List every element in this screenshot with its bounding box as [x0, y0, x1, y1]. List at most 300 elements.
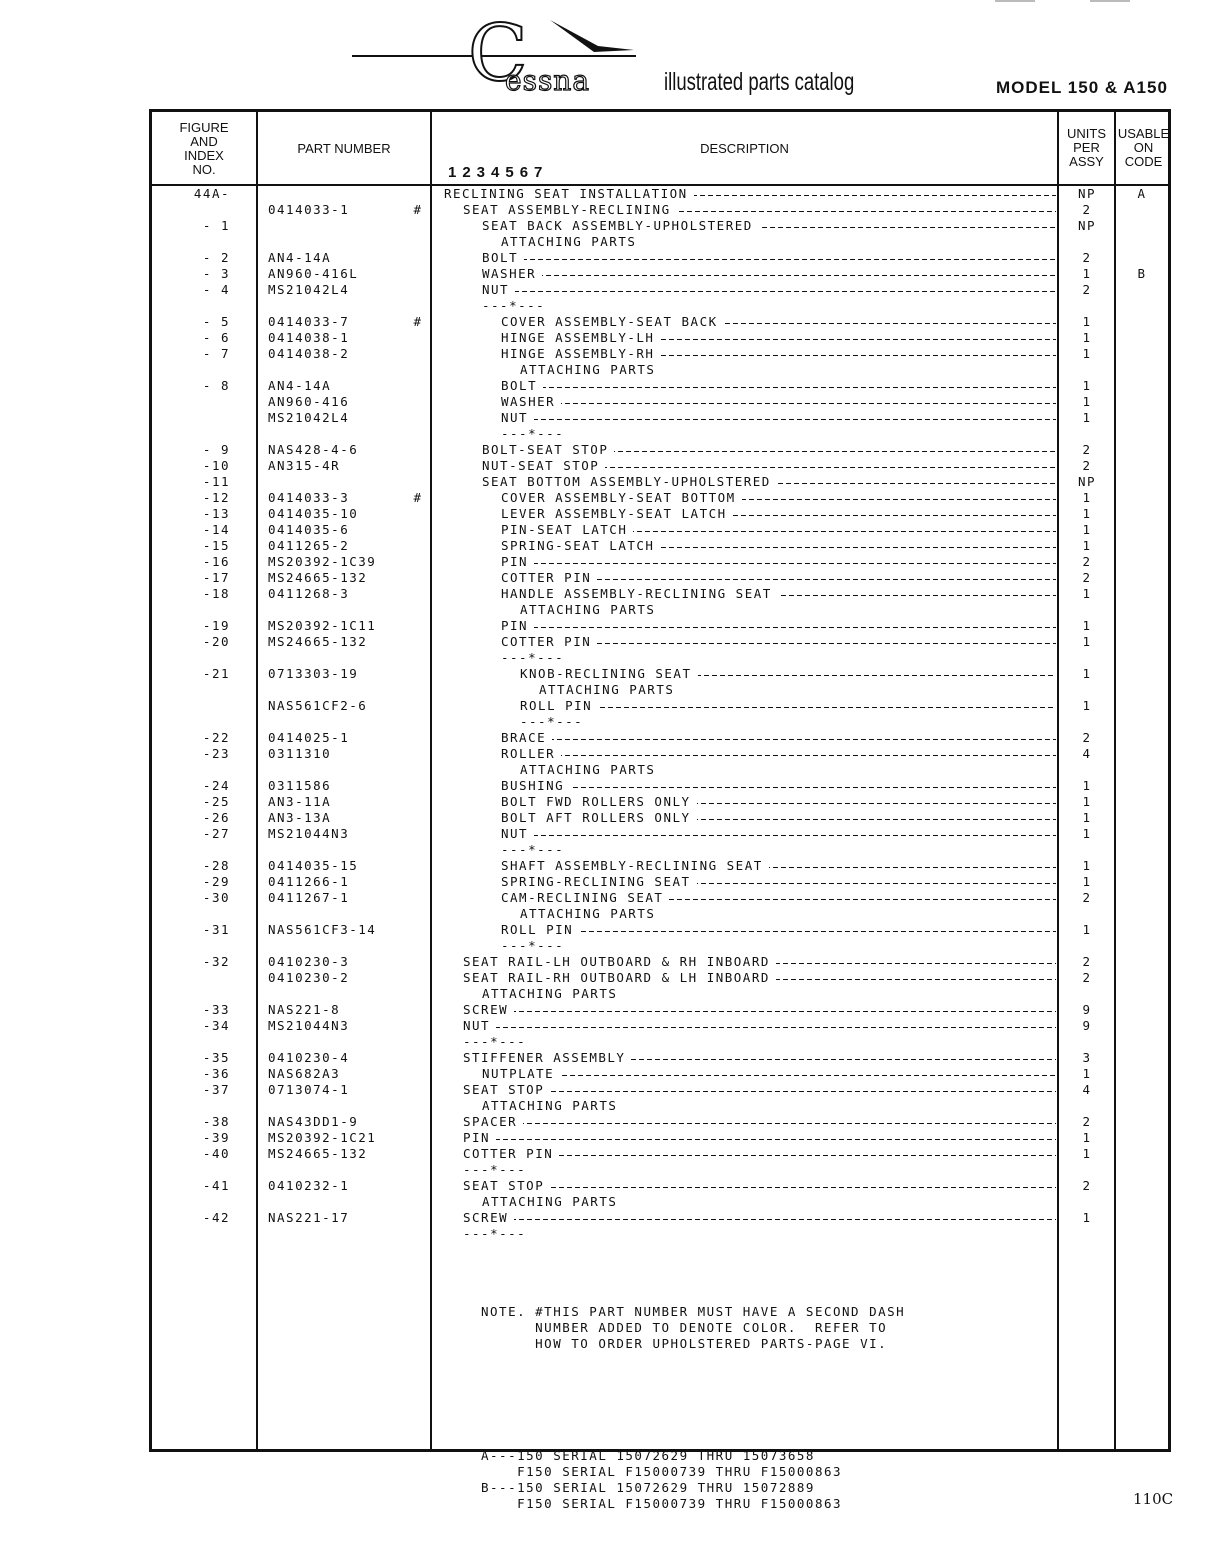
description	[520, 602, 1056, 618]
table-row	[0, 1130, 1212, 1146]
description-text: ATTACHING PARTS	[482, 1098, 623, 1113]
index-number: - 3	[202, 266, 230, 281]
table-row	[0, 842, 1212, 858]
table-row	[0, 986, 1212, 1002]
description	[501, 730, 1056, 746]
part-number: MS24665-132	[268, 634, 368, 649]
table-row	[0, 1082, 1212, 1098]
description-text: WASHER	[501, 394, 561, 409]
description	[501, 554, 1056, 570]
description	[463, 1050, 1056, 1066]
description-text: SEAT BOTTOM ASSEMBLY-UPHOLSTERED	[482, 474, 777, 489]
description-text: ---*---	[501, 426, 570, 441]
index-number: -24	[202, 778, 230, 793]
table-row	[0, 314, 1212, 330]
description-text: SEAT RAIL-RH OUTBOARD & LH INBOARD	[463, 970, 776, 985]
color-flag: #	[413, 490, 423, 505]
units-per-assy: 1	[1082, 922, 1092, 937]
description	[501, 826, 1056, 842]
description	[463, 1162, 1056, 1178]
table-row	[0, 762, 1212, 778]
units-per-assy: 1	[1082, 794, 1092, 809]
part-number: 0414033-3	[268, 490, 350, 505]
description	[501, 346, 1056, 362]
scan-mark	[995, 0, 1035, 2]
part-number: AN4-14A	[268, 378, 332, 393]
table-row	[0, 330, 1212, 346]
description-text: NUT	[501, 826, 534, 841]
description-text: HINGE ASSEMBLY-LH	[501, 330, 660, 345]
description	[482, 458, 1056, 474]
description	[482, 218, 1056, 234]
description	[520, 698, 1056, 714]
description-text: ---*---	[463, 1226, 532, 1241]
table-row	[0, 746, 1212, 762]
description	[501, 394, 1056, 410]
index-number: -19	[202, 618, 230, 633]
description-text: PIN	[501, 554, 534, 569]
units-per-assy: 1	[1082, 698, 1092, 713]
description-text: ATTACHING PARTS	[520, 906, 661, 921]
description	[482, 298, 1056, 314]
description-text: NUTPLATE	[482, 1066, 560, 1081]
table-row	[0, 1114, 1212, 1130]
description	[501, 522, 1056, 538]
units-per-assy: 1	[1082, 874, 1092, 889]
index-number: - 6	[202, 330, 230, 345]
description-text: ---*---	[501, 650, 570, 665]
description-text: ATTACHING PARTS	[501, 234, 642, 249]
table-row	[0, 218, 1212, 234]
units-per-assy: 1	[1082, 506, 1092, 521]
description-text: COTTER PIN	[463, 1146, 559, 1161]
table-row	[0, 1018, 1212, 1034]
part-number: 0713303-19	[268, 666, 359, 681]
logo-initial: C	[468, 9, 528, 99]
description	[463, 1082, 1056, 1098]
units-per-assy: 2	[1082, 250, 1092, 265]
description	[482, 986, 1056, 1002]
part-number: AN4-14A	[268, 250, 332, 265]
part-number: NAS561CF3-14	[268, 922, 377, 937]
description-text: ---*---	[501, 938, 570, 953]
table-row	[0, 874, 1212, 890]
index-number: -30	[202, 890, 230, 905]
description	[501, 330, 1056, 346]
index-number: -10	[202, 458, 230, 473]
description	[463, 1114, 1056, 1130]
description	[501, 938, 1056, 954]
description	[501, 586, 1056, 602]
table-row	[0, 1098, 1212, 1114]
description-text: SPRING-RECLINING SEAT	[501, 874, 697, 889]
description	[501, 378, 1056, 394]
part-number: 0411266-1	[268, 874, 350, 889]
table-row	[0, 362, 1212, 378]
index-number: -32	[202, 954, 230, 969]
table-row	[0, 826, 1212, 842]
table-row	[0, 1066, 1212, 1082]
description-text: RECLINING SEAT INSTALLATION	[444, 186, 694, 201]
table-row	[0, 394, 1212, 410]
index-number: - 1	[202, 218, 230, 233]
units-per-assy: 1	[1082, 1130, 1092, 1145]
table-row	[0, 266, 1212, 282]
col-header-units	[1059, 127, 1114, 169]
description-text: ---*---	[501, 842, 570, 857]
table-row	[0, 666, 1212, 682]
description-text: NUT-SEAT STOP	[482, 458, 605, 473]
index-number: -42	[202, 1210, 230, 1225]
part-number: 0410230-3	[268, 954, 350, 969]
logo-word: essna	[505, 64, 591, 97]
units-per-assy: 1	[1082, 1146, 1092, 1161]
part-number: NAS221-17	[268, 1210, 350, 1225]
table-row	[0, 1162, 1212, 1178]
table-row	[0, 202, 1212, 218]
usable-code: A	[1137, 186, 1147, 201]
description	[482, 474, 1056, 490]
description-text: SPACER	[463, 1114, 523, 1129]
description	[501, 746, 1056, 762]
table-row	[0, 1034, 1212, 1050]
col-header-line: FIGURE	[179, 120, 229, 135]
table-row	[0, 778, 1212, 794]
description-text: BOLT-SEAT STOP	[482, 442, 614, 457]
description	[482, 266, 1056, 282]
part-number: AN960-416	[268, 394, 350, 409]
index-number: -41	[202, 1178, 230, 1193]
part-number: AN315-4R	[268, 458, 341, 473]
units-per-assy: 4	[1082, 1082, 1092, 1097]
part-number: NAS43DD1-9	[268, 1114, 359, 1129]
description-text: BOLT	[501, 378, 543, 393]
part-number: 0414038-2	[268, 346, 350, 361]
notes	[481, 1272, 905, 1528]
units-per-assy: 3	[1082, 1050, 1092, 1065]
index-number: - 9	[202, 442, 230, 457]
description	[539, 682, 1056, 698]
description-text: COTTER PIN	[501, 634, 597, 649]
table-row	[0, 858, 1212, 874]
table-row	[0, 298, 1212, 314]
units-per-assy: 1	[1082, 1210, 1092, 1225]
description-text: ---*---	[463, 1162, 532, 1177]
col-header-line: ON	[1133, 140, 1154, 155]
units-per-assy: 2	[1082, 458, 1092, 473]
description-text: STIFFENER ASSEMBLY	[463, 1050, 631, 1065]
units-per-assy: 1	[1082, 410, 1092, 425]
page-header	[0, 0, 1212, 108]
table-row	[0, 730, 1212, 746]
part-number: 0311310	[268, 746, 332, 761]
units-per-assy: 1	[1082, 330, 1092, 345]
index-number: -26	[202, 810, 230, 825]
description-text: PIN-SEAT LATCH	[501, 522, 633, 537]
part-number: MS20392-1C39	[268, 554, 377, 569]
units-per-assy: 1	[1082, 778, 1092, 793]
part-number: 0414033-7	[268, 314, 350, 329]
table-row	[0, 1146, 1212, 1162]
table-row	[0, 474, 1212, 490]
table-row	[0, 938, 1212, 954]
description-text: SEAT STOP	[463, 1178, 550, 1193]
description-text: BOLT FWD ROLLERS ONLY	[501, 794, 697, 809]
description-text: SPRING-SEAT LATCH	[501, 538, 660, 553]
table-row	[0, 282, 1212, 298]
part-number: MS21044N3	[268, 826, 350, 841]
index-number: - 7	[202, 346, 230, 361]
logo-swoosh-icon	[536, 16, 636, 58]
units-per-assy: 1	[1082, 394, 1092, 409]
description	[482, 250, 1056, 266]
description	[463, 202, 1056, 218]
index-number: - 4	[202, 282, 230, 297]
description	[501, 634, 1056, 650]
part-number: MS21044N3	[268, 1018, 350, 1033]
description	[520, 762, 1056, 778]
table-row	[0, 650, 1212, 666]
index-number: -21	[202, 666, 230, 681]
index-number: -17	[202, 570, 230, 585]
description	[482, 442, 1056, 458]
table-row	[0, 1178, 1212, 1194]
index-number: 44A-	[193, 186, 230, 201]
description-text: BRACE	[501, 730, 552, 745]
units-per-assy: 1	[1082, 826, 1092, 841]
description	[520, 666, 1056, 682]
indent-levels: 1234567	[448, 164, 549, 181]
description	[501, 234, 1056, 250]
description-text: SCREW	[463, 1002, 514, 1017]
units-per-assy: 1	[1082, 586, 1092, 601]
description-text: BOLT AFT ROLLERS ONLY	[501, 810, 697, 825]
part-number: NAS428-4-6	[268, 442, 359, 457]
part-number: 0410230-4	[268, 1050, 350, 1065]
description	[501, 506, 1056, 522]
description-text: BUSHING	[501, 778, 570, 793]
part-number: NAS561CF2-6	[268, 698, 368, 713]
description-text: SCREW	[463, 1210, 514, 1225]
units-per-assy: 2	[1082, 202, 1092, 217]
units-per-assy: 1	[1082, 522, 1092, 537]
units-per-assy: 1	[1082, 1066, 1092, 1081]
table-row	[0, 1194, 1212, 1210]
description-text: ROLL PIN	[520, 698, 598, 713]
part-number: MS24665-132	[268, 570, 368, 585]
description-text: COTTER PIN	[501, 570, 597, 585]
usable-code: B	[1137, 266, 1147, 281]
color-flag: #	[413, 202, 423, 217]
description	[463, 970, 1056, 986]
description	[501, 618, 1056, 634]
part-number: 0414033-1	[268, 202, 350, 217]
index-number: -40	[202, 1146, 230, 1161]
units-per-assy: 2	[1082, 970, 1092, 985]
description	[501, 426, 1056, 442]
color-flag: #	[413, 314, 423, 329]
part-number: 0411265-2	[268, 538, 350, 553]
description	[463, 1178, 1056, 1194]
units-per-assy: 9	[1082, 1002, 1092, 1017]
description	[501, 490, 1056, 506]
part-number: MS21042L4	[268, 282, 350, 297]
units-per-assy: NP	[1077, 218, 1097, 233]
description-text: CAM-RECLINING SEAT	[501, 890, 669, 905]
units-per-assy: 2	[1082, 730, 1092, 745]
part-number: AN3-11A	[268, 794, 332, 809]
table-row	[0, 538, 1212, 554]
table-row	[0, 1210, 1212, 1226]
table-row	[0, 698, 1212, 714]
table-row	[0, 970, 1212, 986]
table-row	[0, 890, 1212, 906]
spacer	[481, 1384, 905, 1416]
part-number: MS24665-132	[268, 1146, 368, 1161]
part-number: 0414025-1	[268, 730, 350, 745]
index-number: - 5	[202, 314, 230, 329]
units-per-assy: 1	[1082, 490, 1092, 505]
table-row	[0, 1050, 1212, 1066]
description	[444, 186, 1056, 202]
description	[501, 314, 1056, 330]
col-header-part-number: PART NUMBER	[297, 141, 391, 156]
index-number: -25	[202, 794, 230, 809]
description	[463, 954, 1056, 970]
index-number: -35	[202, 1050, 230, 1065]
col-header-line: CODE	[1124, 154, 1163, 169]
units-per-assy: 1	[1082, 858, 1092, 873]
description	[482, 282, 1056, 298]
part-number: NAS682A3	[268, 1066, 341, 1081]
part-number: 0410230-2	[268, 970, 350, 985]
description	[501, 874, 1056, 890]
index-number: -13	[202, 506, 230, 521]
units-per-assy: 4	[1082, 746, 1092, 761]
table-row	[0, 506, 1212, 522]
index-number: -20	[202, 634, 230, 649]
units-per-assy: 1	[1082, 666, 1092, 681]
description-text: ATTACHING PARTS	[520, 602, 661, 617]
description-text: HANDLE ASSEMBLY-RECLINING SEAT	[501, 586, 778, 601]
description-text: ATTACHING PARTS	[482, 986, 623, 1001]
description	[463, 1130, 1056, 1146]
table-row	[0, 618, 1212, 634]
description-text: ATTACHING PARTS	[520, 362, 661, 377]
units-per-assy: 1	[1082, 346, 1092, 361]
description	[520, 362, 1056, 378]
note-text: NOTE. #THIS PART NUMBER MUST HAVE A SECOND DASH NUMBER ADDED TO DENOTE COLOR. REFER TO HOW TO ORDER UPHOLSTERED PARTS-PAGE VI.	[481, 1304, 906, 1351]
parts-rows	[0, 186, 1212, 1242]
description-text: SEAT ASSEMBLY-RECLINING	[463, 202, 677, 217]
description	[501, 650, 1056, 666]
description	[463, 1226, 1056, 1242]
table-row	[0, 186, 1212, 202]
index-number: -36	[202, 1066, 230, 1081]
col-header-description: DESCRIPTION	[700, 141, 789, 156]
table-row	[0, 442, 1212, 458]
units-per-assy: 2	[1082, 1114, 1092, 1129]
description	[501, 842, 1056, 858]
table-row	[0, 682, 1212, 698]
col-header-usable	[1116, 127, 1171, 169]
description-text: WASHER	[482, 266, 542, 281]
units-per-assy: 1	[1082, 378, 1092, 393]
col-header-line: PER	[1073, 140, 1100, 155]
index-number: -37	[202, 1082, 230, 1097]
units-per-assy: 2	[1082, 954, 1092, 969]
table-row	[0, 922, 1212, 938]
index-number: -16	[202, 554, 230, 569]
description-text: SHAFT ASSEMBLY-RECLINING SEAT	[501, 858, 769, 873]
units-per-assy: 2	[1082, 442, 1092, 457]
description-text: SEAT RAIL-LH OUTBOARD & RH INBOARD	[463, 954, 776, 969]
part-number: AN3-13A	[268, 810, 332, 825]
description	[501, 410, 1056, 426]
description-text: SEAT STOP	[463, 1082, 550, 1097]
part-number: MS21042L4	[268, 410, 350, 425]
model-title: MODEL 150 & A150	[996, 78, 1168, 97]
part-number: 0414038-1	[268, 330, 350, 345]
table-row	[0, 346, 1212, 362]
index-number: -11	[202, 474, 230, 489]
table-row	[0, 234, 1212, 250]
description-text: LEVER ASSEMBLY-SEAT LATCH	[501, 506, 733, 521]
description-text: ---*---	[482, 298, 551, 313]
description-text: PIN	[463, 1130, 496, 1145]
table-row	[0, 634, 1212, 650]
description	[482, 1066, 1056, 1082]
description-text: ---*---	[463, 1034, 532, 1049]
catalog-title: illustrated parts catalog	[664, 68, 855, 96]
description	[482, 1098, 1056, 1114]
units-per-assy: 1	[1082, 266, 1092, 281]
index-number: -23	[202, 746, 230, 761]
description	[501, 538, 1056, 554]
description-text: NUT	[463, 1018, 496, 1033]
table-row	[0, 410, 1212, 426]
part-number: 0713074-1	[268, 1082, 350, 1097]
description-text: HINGE ASSEMBLY-RH	[501, 346, 660, 361]
part-number: MS20392-1C11	[268, 618, 377, 633]
part-number: 0411267-1	[268, 890, 350, 905]
description	[463, 1002, 1056, 1018]
table-row	[0, 906, 1212, 922]
table-row	[0, 522, 1212, 538]
description-text: PIN	[501, 618, 534, 633]
part-number: 0410232-1	[268, 1178, 350, 1193]
index-number: -31	[202, 922, 230, 937]
page-number: 110C	[1133, 1490, 1174, 1508]
units-per-assy: NP	[1077, 474, 1097, 489]
description-text: NUT	[482, 282, 515, 297]
description	[501, 570, 1056, 586]
table-row	[0, 458, 1212, 474]
col-header-figure	[152, 121, 256, 177]
index-number: -18	[202, 586, 230, 601]
description-text: ATTACHING PARTS	[520, 762, 661, 777]
units-per-assy: 2	[1082, 1178, 1092, 1193]
index-number: - 2	[202, 250, 230, 265]
table-row	[0, 794, 1212, 810]
description-text: KNOB-RECLINING SEAT	[520, 666, 698, 681]
description-text: ROLL PIN	[501, 922, 579, 937]
table-row	[0, 570, 1212, 586]
table-row	[0, 954, 1212, 970]
units-per-assy: 1	[1082, 314, 1092, 329]
description	[463, 1146, 1056, 1162]
description	[501, 858, 1056, 874]
